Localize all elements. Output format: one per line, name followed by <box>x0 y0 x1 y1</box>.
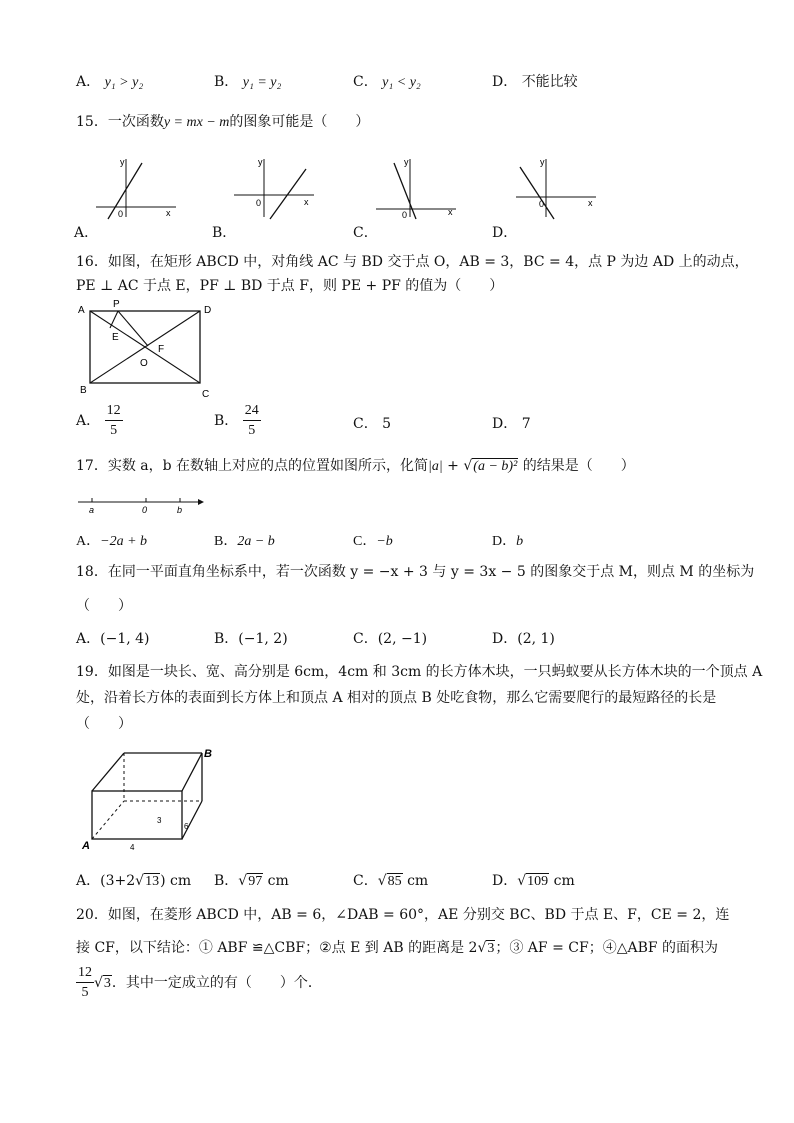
origin-label: 0 <box>256 198 262 208</box>
q15-graph-d <box>510 155 600 220</box>
fraction-numerator: 12 <box>76 966 94 983</box>
q19-cuboid-figure <box>80 745 220 855</box>
q15-label-d: D． <box>492 225 518 241</box>
q19-stem-line2: 处，沿着长方体的表面到长方体上和顶点 A 相对的顶点 B 处吃食物，那么它需要爬行的最短路径的长是 <box>76 690 717 706</box>
option-prefix: (3+2 <box>100 873 136 889</box>
origin-label: 0 <box>539 199 545 209</box>
option-suffix: cm <box>402 873 429 889</box>
vertex-label-b: B <box>204 748 212 760</box>
q20-line3-radicand: 3 <box>103 976 111 991</box>
q16-stem-line2: PE ⊥ AC 于点 E，PF ⊥ BD 于点 F，则 PE + PF 的值为（ ） <box>76 278 504 294</box>
q20-stem-line1: 20．如图，在菱形 ABCD 中，AB = 6，∠DAB = 60°，AE 分别交 BC、BD 于点 E、F，CE = 2，连 <box>76 907 730 923</box>
option-label: D． <box>492 534 517 549</box>
vertex-label-d: D <box>204 305 212 316</box>
point-label-b: b <box>177 505 183 515</box>
option-label: C． <box>353 873 378 889</box>
option-expr: y₁ > y₂ <box>104 75 144 90</box>
fraction <box>105 404 123 438</box>
edge-label-length: 6 <box>184 822 189 831</box>
q16-option-c <box>353 413 391 433</box>
option-label: D． <box>492 873 518 889</box>
q18-option-d <box>492 628 555 648</box>
q15-graph-b <box>228 155 318 220</box>
q14-option-b <box>214 71 281 91</box>
option-suffix: cm <box>263 873 289 889</box>
option-label: D． <box>492 74 518 90</box>
q15-graph-c <box>370 155 460 220</box>
q20-line2-text: 接 CF，以下结论：① ABF ≌△CBF；②点 E 到 AB 的距离是 2 <box>76 940 478 956</box>
option-text: −b <box>376 534 393 549</box>
q17-stem: 17．实数 a，b 在数轴上对应的点的位置如图所示，化简|a| + √(a − b)² 的结果是（ ） <box>76 458 635 474</box>
option-text: (−1, 4) <box>100 631 150 647</box>
q15-graph-a <box>90 155 180 220</box>
point-label-a: a <box>89 505 95 515</box>
option-text: −2a + b <box>100 534 148 549</box>
axis-y-label: y <box>120 157 125 167</box>
option-label: B． <box>214 413 239 429</box>
q17-number-line <box>78 494 208 518</box>
option-radicand: 109 <box>527 874 549 889</box>
option-label: A． <box>76 534 101 549</box>
option-text: (2, 1) <box>517 631 555 647</box>
fraction-numerator: 12 <box>105 404 123 421</box>
fraction <box>76 966 94 1000</box>
q15-stem-tail: 的图象可能是（ ） <box>229 114 370 130</box>
option-radicand: 13 <box>145 874 160 889</box>
option-radicand: 85 <box>387 874 402 889</box>
q20-stem-line3: $\frac{12}{5}$ √3．其中一定成立的有（ ）个． <box>78 965 322 1000</box>
q16-rectangle-figure <box>78 300 218 400</box>
point-label-origin: 0 <box>142 505 148 515</box>
axis-y-label: y <box>540 157 545 167</box>
option-label: C． <box>353 631 378 647</box>
edge-label-height: 3 <box>157 816 162 825</box>
axis-x-label: x <box>448 207 453 217</box>
fraction <box>243 404 261 438</box>
q20-line2-tail: ；③ AF = CF；④△ABF 的面积为 <box>495 940 719 956</box>
fraction-denominator: 5 <box>110 423 118 438</box>
option-label: B． <box>214 873 239 889</box>
q16-option-b <box>214 404 261 438</box>
option-label: A． <box>76 74 101 90</box>
option-text: 7 <box>521 416 531 432</box>
point-label-e: E <box>112 332 119 343</box>
q17-radicand: (a − b)² <box>473 459 518 474</box>
q14-option-d <box>492 71 578 91</box>
option-label: B． <box>214 631 239 647</box>
option-label: A． <box>76 413 101 429</box>
option-label: B． <box>214 534 238 549</box>
option-label: C． <box>353 416 378 432</box>
edge-label-width: 4 <box>130 843 135 852</box>
q18-option-a <box>76 628 150 648</box>
q17-plus: + <box>442 458 464 474</box>
q17-stem-tail: 的结果是（ ） <box>518 458 635 474</box>
option-label: A． <box>76 873 101 889</box>
axis-x-label: x <box>304 197 309 207</box>
option-label: C． <box>353 534 377 549</box>
q15-stem-text: 15．一次函数 <box>76 114 164 130</box>
q15-stem <box>76 112 369 133</box>
q17-option-c <box>353 530 393 550</box>
q18-stem-line1: 18．在同一平面直角坐标系中，若一次函数 y = −x + 3 与 y = 3x − 5 的图象交于点 M，则点 M 的坐标为 <box>76 564 755 580</box>
q19-stem-line1: 19．如图是一块长、宽、高分别是 6cm，4cm 和 3cm 的长方体木块，一只蚂蚁要从长方体木块的一个顶点 A <box>76 664 763 680</box>
q18-option-c <box>353 628 427 648</box>
option-label: D． <box>492 416 518 432</box>
option-label: A． <box>76 631 101 647</box>
point-label-o: O <box>140 358 148 369</box>
origin-label: 0 <box>118 209 124 219</box>
option-label: C． <box>353 74 378 90</box>
vertex-label-c: C <box>202 389 210 400</box>
q19-option-a: A．(3+2√13) cm <box>76 873 192 889</box>
option-text: 不能比较 <box>521 74 578 90</box>
option-suffix: ) cm <box>160 873 192 889</box>
q17-abs-expr: |a| <box>428 459 443 474</box>
q19-option-b: B．√97 cm <box>214 873 289 889</box>
option-text: 2a − b <box>237 534 275 549</box>
option-label: B． <box>214 74 239 90</box>
q17-stem-text: 17．实数 a，b 在数轴上对应的点的位置如图所示，化简 <box>76 458 429 474</box>
axis-y-label: y <box>258 157 263 167</box>
q18-stem-line2: （ ） <box>76 598 132 614</box>
q14-option-c <box>353 71 421 91</box>
q18-option-b <box>214 628 288 648</box>
axis-x-label: x <box>588 198 593 208</box>
q19-option-c: C．√85 cm <box>353 873 429 889</box>
q16-option-a <box>76 404 123 438</box>
option-radicand: 97 <box>248 874 263 889</box>
option-text: (2, −1) <box>377 631 428 647</box>
axis-y-label: y <box>404 157 409 167</box>
q15-stem-expr: y = mx − m <box>163 115 230 130</box>
option-text: (−1, 2) <box>238 631 288 647</box>
point-label-p: P <box>113 299 120 310</box>
option-expr: y₁ < y₂ <box>382 75 421 90</box>
q20-radicand: 3 <box>487 941 495 956</box>
point-label-f: F <box>158 344 165 355</box>
fraction-denominator: 5 <box>248 423 256 438</box>
q15-label-a: A． <box>74 225 99 241</box>
q16-stem-line1: 16．如图，在矩形 ABCD 中，对角线 AC 与 BD 交于点 O，AB = 3，BC = 4，点 P 为边 AD 上的动点， <box>76 254 749 270</box>
q19-option-d: D．√109 cm <box>492 873 575 889</box>
q15-label-c: C． <box>353 225 378 241</box>
option-text: 5 <box>382 416 392 432</box>
option-expr: y₁ = y₂ <box>242 75 282 90</box>
q15-label-b: B． <box>212 225 237 241</box>
option-text: b <box>516 534 524 549</box>
q17-option-a <box>76 530 147 550</box>
q14-option-a <box>76 71 143 91</box>
q19-stem-line3: （ ） <box>76 716 132 732</box>
option-label: D． <box>492 631 518 647</box>
option-suffix: cm <box>549 873 575 889</box>
vertex-label-b: B <box>80 385 87 396</box>
q17-option-d <box>492 530 523 550</box>
vertex-label-a: A <box>78 305 85 316</box>
vertex-label-a: A <box>82 840 90 852</box>
origin-label: 0 <box>402 210 408 220</box>
fraction-denominator: 5 <box>81 985 89 1000</box>
q20-line3-tail: ．其中一定成立的有（ ）个． <box>111 975 322 991</box>
q17-option-b <box>214 530 275 550</box>
fraction-numerator: 24 <box>243 404 261 421</box>
axis-x-label: x <box>166 208 171 218</box>
q20-stem-line2: 接 CF，以下结论：① ABF ≌△CBF；②点 E 到 AB 的距离是 2√3；③ AF = CF；④△ABF 的面积为 <box>76 940 719 956</box>
q16-option-d <box>492 413 531 433</box>
